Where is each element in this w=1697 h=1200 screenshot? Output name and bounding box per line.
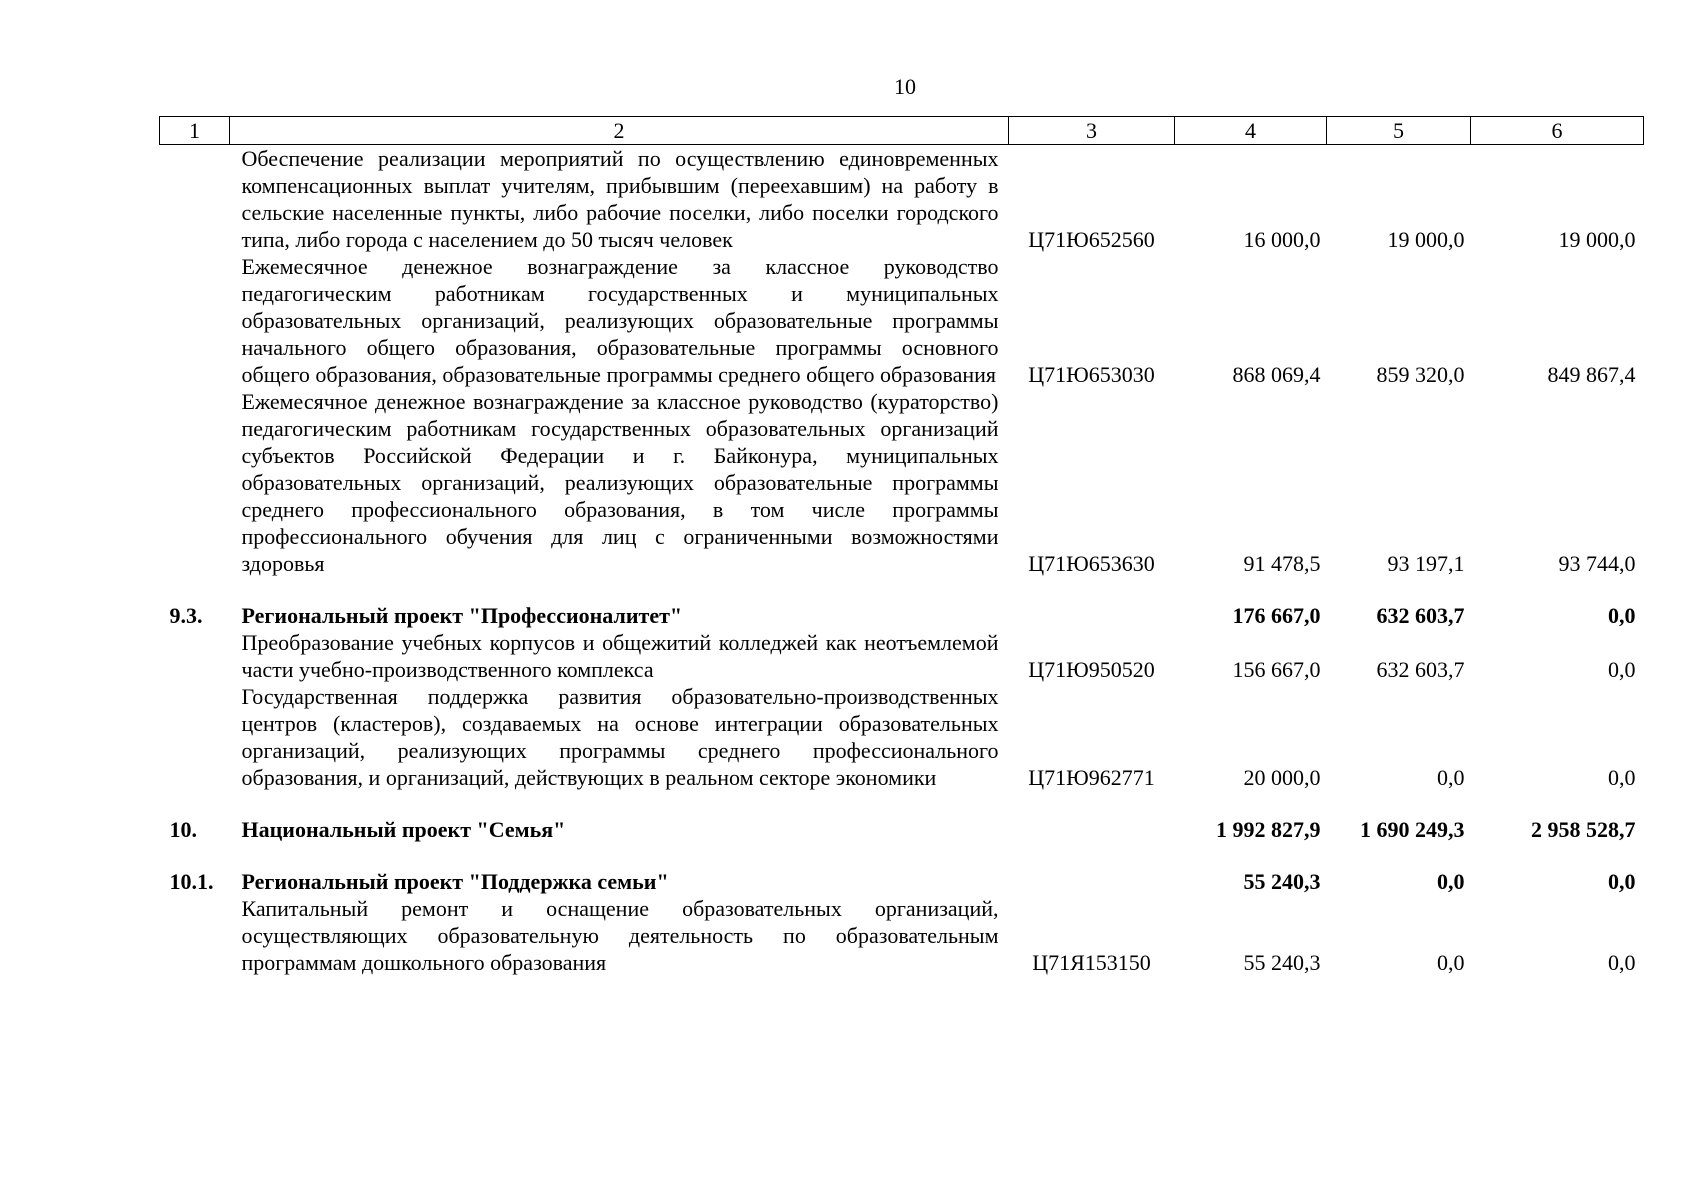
row-value-col4: 156 667,0	[1232, 657, 1321, 682]
row-number	[160, 145, 230, 254]
row-value-col5: 859 320,0	[1376, 362, 1465, 387]
row-value-col4: 91 478,5	[1243, 551, 1321, 576]
table-row	[160, 683, 1644, 791]
row-spacer	[160, 843, 1644, 868]
row-number: 10.	[169, 817, 197, 842]
row-code: Ц71Я153150	[1032, 950, 1151, 975]
row-number: 10.1.	[169, 869, 214, 894]
row-code: Ц71Ю950520	[1028, 657, 1155, 682]
row-value-col5: 632 603,7	[1376, 657, 1465, 682]
row-value-col6: 19 000,0	[1558, 227, 1636, 252]
row-value-col6: 2 958 528,7	[1531, 817, 1636, 842]
table-row	[160, 895, 1644, 976]
row-code: Ц71Ю653030	[1028, 362, 1155, 387]
row-name: Национальный проект "Семья"	[241, 817, 566, 842]
row-value-col4: 176 667,0	[1232, 603, 1321, 628]
spacer-cell	[160, 791, 1644, 816]
table-row-project	[160, 602, 1644, 629]
table-row	[160, 145, 1644, 254]
row-value-col6: 0,0	[1608, 950, 1636, 975]
row-code: Ц71Ю652560	[1028, 227, 1155, 252]
header-col-1: 1	[160, 117, 230, 145]
row-code	[1009, 868, 1175, 895]
row-code: Ц71Ю962771	[1028, 765, 1155, 790]
row-value-col5: 19 000,0	[1387, 227, 1465, 252]
row-number	[160, 253, 230, 388]
page-number: 10	[894, 74, 916, 99]
table-header	[160, 117, 1644, 145]
row-value-col6: 0,0	[1608, 869, 1636, 894]
row-number: 9.3.	[169, 603, 203, 628]
table-row	[160, 629, 1644, 683]
row-spacer	[160, 791, 1644, 816]
table-row-project	[160, 868, 1644, 895]
row-name: Ежемесячное денежное вознаграждение за классное руководство педагогическим работникам государственных и муниципальных образовательных организаций, реализующих образовательные программы начального общего образования, образовательные программы основного общего образования, образовательные программы среднего общего образования	[241, 254, 999, 387]
row-value-col5: 0,0	[1437, 950, 1465, 975]
header-row	[160, 117, 1644, 145]
row-value-col6: 849 867,4	[1547, 362, 1636, 387]
row-code	[1009, 816, 1175, 843]
row-name: Капитальный ремонт и оснащение образовательных организаций, осуществляющих образовательную деятельность по образовательным программам дошкольного образования	[241, 896, 999, 975]
budget-table	[159, 116, 1644, 976]
table-body	[160, 145, 1644, 977]
table-row	[160, 388, 1644, 577]
row-name: Ежемесячное денежное вознаграждение за классное руководство (кураторство) педагогическим работникам государственных образовательных организаций субъектов Российской Федерации и г. Байконура, муниципальных образовательных организаций, реализующих образовательные программы среднего профессионального образования, в том числе программы профессионального обучения для лиц с ограниченными возможностями здоровья	[241, 389, 999, 576]
row-number	[160, 895, 230, 976]
header-col-4: 4	[1175, 117, 1327, 145]
row-value-col5: 0,0	[1437, 869, 1465, 894]
row-code: Ц71Ю653630	[1028, 551, 1155, 576]
table-row-project	[160, 816, 1644, 843]
header-col-3: 3	[1009, 117, 1175, 145]
row-number	[160, 683, 230, 791]
row-value-col5: 93 197,1	[1387, 551, 1465, 576]
row-value-col4: 1 992 827,9	[1216, 817, 1321, 842]
row-value-col4: 20 000,0	[1243, 765, 1321, 790]
row-value-col4: 55 240,3	[1243, 869, 1321, 894]
row-number	[160, 388, 230, 577]
row-value-col6: 0,0	[1608, 657, 1636, 682]
row-name: Преобразование учебных корпусов и общежитий колледжей как неотъемлемой части учебно-производственного комплекса	[241, 630, 999, 682]
row-value-col4: 55 240,3	[1243, 950, 1321, 975]
header-col-6: 6	[1471, 117, 1644, 145]
row-value-col6: 0,0	[1608, 765, 1636, 790]
row-name: Региональный проект "Профессионалитет"	[241, 603, 683, 628]
row-spacer	[160, 577, 1644, 602]
table-row	[160, 253, 1644, 388]
row-name: Обеспечение реализации мероприятий по осуществлению единовременных компенсационных выплат учителям, прибывшим (переехавшим) на работу в сельские населенные пункты, либо рабочие поселки, либо поселки городского типа, либо города с населением до 50 тысяч человек	[241, 146, 999, 252]
spacer-cell	[160, 577, 1644, 602]
row-value-col5: 632 603,7	[1376, 603, 1465, 628]
row-value-col4: 868 069,4	[1232, 362, 1321, 387]
header-col-2: 2	[230, 117, 1009, 145]
row-value-col4: 16 000,0	[1243, 227, 1321, 252]
row-number	[160, 629, 230, 683]
row-value-col6: 93 744,0	[1558, 551, 1636, 576]
row-value-col6: 0,0	[1608, 603, 1636, 628]
header-col-5: 5	[1327, 117, 1471, 145]
row-name: Региональный проект "Поддержка семьи"	[241, 869, 669, 894]
row-value-col5: 1 690 249,3	[1360, 817, 1465, 842]
spacer-cell	[160, 843, 1644, 868]
row-name: Государственная поддержка развития образовательно-производственных центров (кластеров), создаваемых на основе интеграции образовательных организаций, реализующих программы среднего профессионального образования, и организаций, действующих в реальном секторе экономики	[241, 684, 999, 790]
row-code	[1009, 602, 1175, 629]
row-value-col5: 0,0	[1437, 765, 1465, 790]
